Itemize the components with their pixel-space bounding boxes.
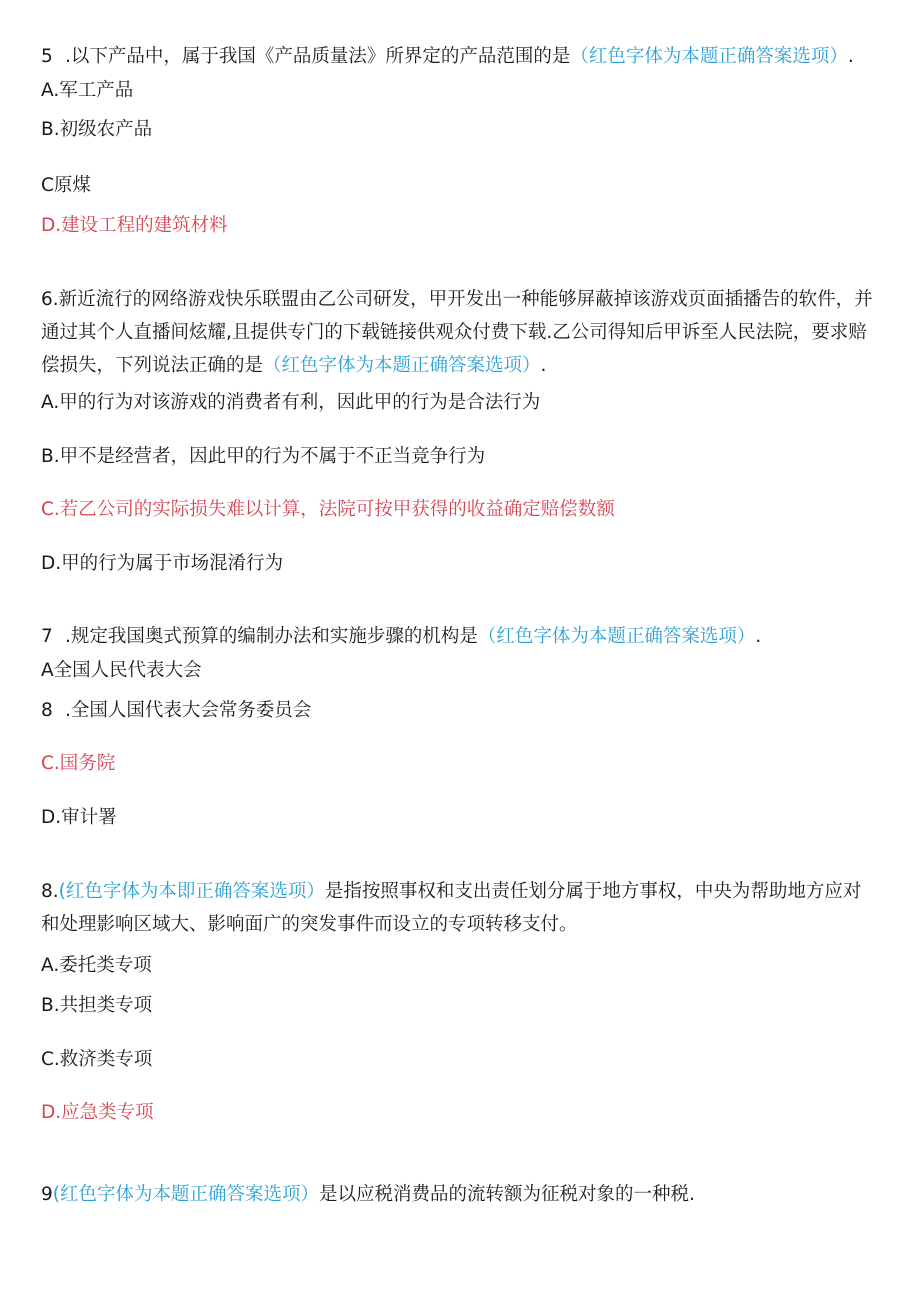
q8-stem <box>41 875 877 941</box>
q6-option-b: B.甲不是经营者，因此甲的行为不属于不正当竞争行为 <box>41 446 486 467</box>
q7-option-a: A全国人民代表大会 <box>41 660 202 681</box>
q8-option-c: C.救济类专项 <box>41 1049 153 1070</box>
q6-hint: （红色字体为本题正确答案选项） <box>263 355 541 376</box>
q7-option-b-number: 8 <box>41 700 53 721</box>
q5-hint: （红色字体为本题正确答案选项） <box>570 46 848 67</box>
q9-stem-text: 是以应税消费品的流转额为征税对象的一种税. <box>319 1184 695 1205</box>
q6-stem-text: 6.新近流行的网络游戏快乐联盟由乙公司研发，甲开发出一种能够屏蔽掉该游戏页面插播告的软件，并通过其个人直播间炫耀,且提供专门的下载链接供观众付费下载.乙公司得知后甲诉至人民法院，要求赔偿损失，下列说法正确的是 <box>41 289 873 376</box>
q7-hint: （红色字体为本题正确答案选项） <box>477 626 756 647</box>
q7-option-d: D.审计署 <box>41 807 117 828</box>
q5-option-d-correct: D.建设工程的建筑材料 <box>41 215 228 236</box>
q8-stem-number: 8. <box>41 881 59 902</box>
q8-option-a: A.委托类专项 <box>41 955 152 976</box>
q7-stem <box>41 624 761 650</box>
q9-hint: (红色字体为本题正确答案选项） <box>52 1184 320 1205</box>
q5-option-b: B.初级农产品 <box>41 119 153 140</box>
q9-number: 9 <box>41 1184 53 1205</box>
q7-stem-text: .规定我国奥式预算的编制办法和实施步骤的机构是 <box>65 626 478 647</box>
q7-number: 7 <box>41 626 53 647</box>
q7-option-c-correct: C.国务院 <box>41 753 116 774</box>
q6-option-c-correct: C.若乙公司的实际损失难以计算，法院可按甲获得的收益确定赔偿数额 <box>41 499 615 520</box>
q8-stem-text: 是指按照事权和支出责任划分属于地方事权，中央为帮助地方应对和处理影响区域大、影响面广的突发事件而设立的专项转移支付。 <box>41 881 862 935</box>
q7-stem-end: . <box>755 626 762 647</box>
q6-option-a: A.甲的行为对该游戏的消费者有利，因此甲的行为是合法行为 <box>41 392 541 413</box>
q5-stem-text: .以下产品中，属于我国《产品质量法》所界定的产品范围的是 <box>65 46 571 67</box>
q5-number: 5 <box>41 46 53 67</box>
q8-hint: (红色字体为本即正确答案选项） <box>58 881 325 902</box>
q7-option-b-text: .全国人国代表大会常务委员会 <box>65 700 312 721</box>
q5-option-a: A.军工产品 <box>41 80 134 101</box>
q6-stem-end: . <box>540 355 547 376</box>
q7-option-b <box>41 698 311 724</box>
q6-stem <box>41 283 877 382</box>
q5-stem <box>41 44 854 70</box>
q8-option-d-correct: D.应急类专项 <box>41 1102 154 1123</box>
q8-option-b: B.共担类专项 <box>41 995 153 1016</box>
q6-option-d: D.甲的行为属于市场混淆行为 <box>41 553 284 574</box>
q5-stem-end: . <box>847 46 854 67</box>
q5-option-c: C原煤 <box>41 175 91 196</box>
q9-stem <box>41 1182 695 1208</box>
